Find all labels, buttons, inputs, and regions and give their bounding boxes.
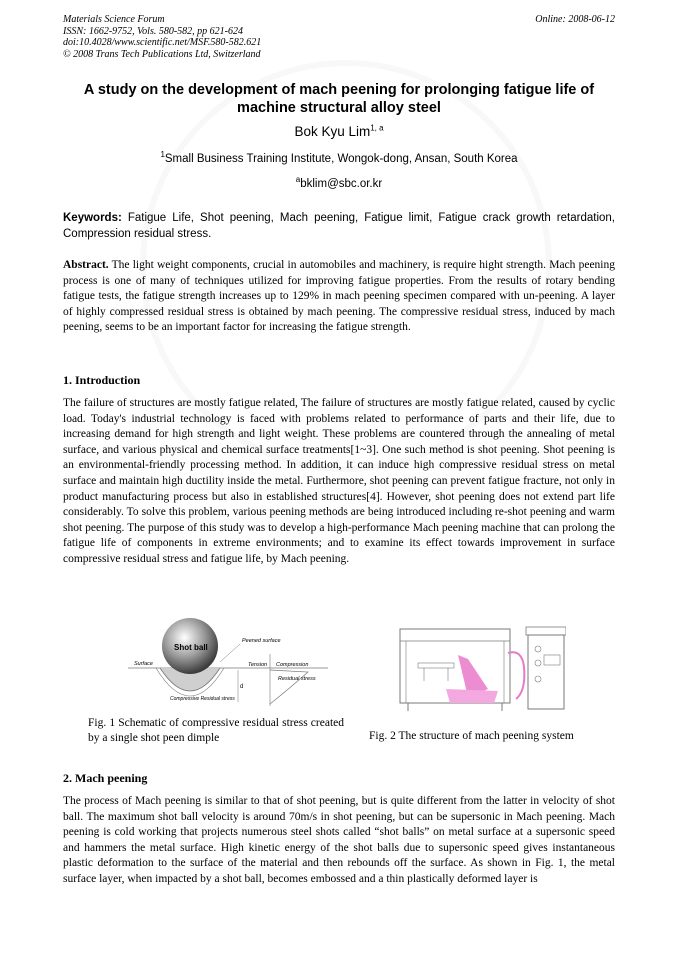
doi: doi:10.4028/www.scientific.net/MSF.580-582.621 bbox=[63, 37, 262, 48]
journal-name: Materials Science Forum bbox=[63, 14, 165, 25]
affiliation-text: Small Business Training Institute, Wongok-dong, Ansan, South Korea bbox=[164, 153, 518, 165]
keywords-label: Keywords: bbox=[63, 212, 122, 224]
tension-label: Tension bbox=[248, 662, 268, 668]
email-sup: a bbox=[295, 175, 301, 185]
online-date: Online: 2008-06-12 bbox=[535, 14, 615, 25]
paper-title: A study on the development of mach peening for prolonging fatigue life of machine structural alloy steel bbox=[83, 82, 595, 116]
email-text: bklim@sbc.or.kr bbox=[300, 178, 383, 190]
copyright: © 2008 Trans Tech Publications Ltd, Switzerland bbox=[63, 48, 261, 60]
abstract-text: The light weight components, crucial in automobiles and machinery, is require hight strength. Mach peening process is one of many of techniques utilized for improving fatigue properties. From the results of rotary bending fatigue tests, the fatigue strength increases up to 129% in mach peening specimen compared with un-peening. A layer of highly compressed residual stress is obtained by mach peening. The compressive residual stress, induced by mach peening, seems to be an important factor for increasing the fatigue strength. bbox=[63, 259, 615, 333]
surface-label: Surface bbox=[134, 661, 153, 667]
media-hopper bbox=[446, 689, 498, 703]
abstract-label: Abstract. bbox=[63, 259, 109, 271]
section-heading-mach-peening: 2. Mach peening bbox=[63, 771, 148, 785]
affiliation bbox=[63, 150, 615, 165]
figure-2-mach-peening-system bbox=[398, 619, 566, 715]
control-cabinet bbox=[528, 635, 564, 709]
section-heading-introduction: 1. Introduction bbox=[63, 373, 141, 387]
shot-ball-label: Shot ball bbox=[174, 643, 208, 652]
journal-header bbox=[63, 14, 615, 60]
keywords bbox=[63, 211, 615, 242]
abstract bbox=[63, 258, 615, 336]
introduction-body: The failure of structures are mostly fatigue related, The failure of structures are mostly fatigue related, caused by cyclic load. Today's industrial technology is faced with problems related to performance of parts and their life, due to increasing demand for high strength and light weight. These problems are countered through the annealing of metal surface, and various physical and chemical surface treatments[1~3]. One such method is shot peening. Shot peening is an environmental-friendly processing method. In addition, it can induce high compressive residual stress on metal surface and maintain high ductility inside the metal. Furthermore, shot peening can prevent fatigue fracture, not only in product manufacturing process but also in established structures[4]. However, shot peening does not extend part life considerably. To solve this problem, various peening methods are being introduced including re-shot peening and warm shot peening. The purpose of this study was to develop a high-performance Mach peening machine that can prolong the fatigue life of components in extreme environments; and to examine its effect towards improvement in surface compressive residual stress and fatigue life, by Mach peening. bbox=[63, 397, 615, 565]
email bbox=[63, 175, 615, 190]
compressive-residual-label: Compressive Residual stress bbox=[170, 696, 235, 702]
keywords-text: Fatigue Life, Shot peening, Mach peening, Fatigue limit, Fatigue crack growth retardation, Compression residual stress. bbox=[63, 212, 615, 240]
peened-surface-label: Peened surface bbox=[242, 638, 281, 644]
depth-label: d bbox=[240, 684, 244, 690]
figure-2-caption: Fig. 2 The structure of mach peening system bbox=[369, 730, 574, 742]
compression-label: Compression bbox=[276, 662, 309, 668]
author bbox=[63, 124, 615, 139]
affiliation-sup: 1 bbox=[160, 150, 165, 160]
residual-stress-label: Residual stress bbox=[278, 676, 316, 682]
author-sup: 1, a bbox=[370, 123, 384, 133]
issn: ISSN: 1662-9752, Vols. 580-582, pp 621-624 bbox=[63, 25, 243, 37]
mach-peening-body: The process of Mach peening is similar to that of shot peening, but is quite different from the latter in velocity of shot ball. The maximum shot ball velocity is around 70m/s in shot peening, but can be supersonic in Mach peening. Mach peening is cold working that projects numerous steel shots called “shot balls” on metal surface at a supersonic speed and hammers the metal surface. High kinetic energy of the shot balls due to supersonic speed gives instantaneous plastic deformation to the surface of the material and then rebounds off the surface. As shown in Fig. 1, the metal surface layer, when impacted by a shot ball, becomes embossed and a thin plastically deformed layer is bbox=[63, 795, 615, 885]
figure-1-shot-peen-schematic bbox=[120, 614, 336, 714]
figure-1-caption: Fig. 1 Schematic of compressive residual stress created by a single shot peen dimple bbox=[88, 717, 344, 744]
gauge bbox=[535, 646, 541, 652]
author-name: Bok Kyu Lim bbox=[294, 124, 371, 139]
